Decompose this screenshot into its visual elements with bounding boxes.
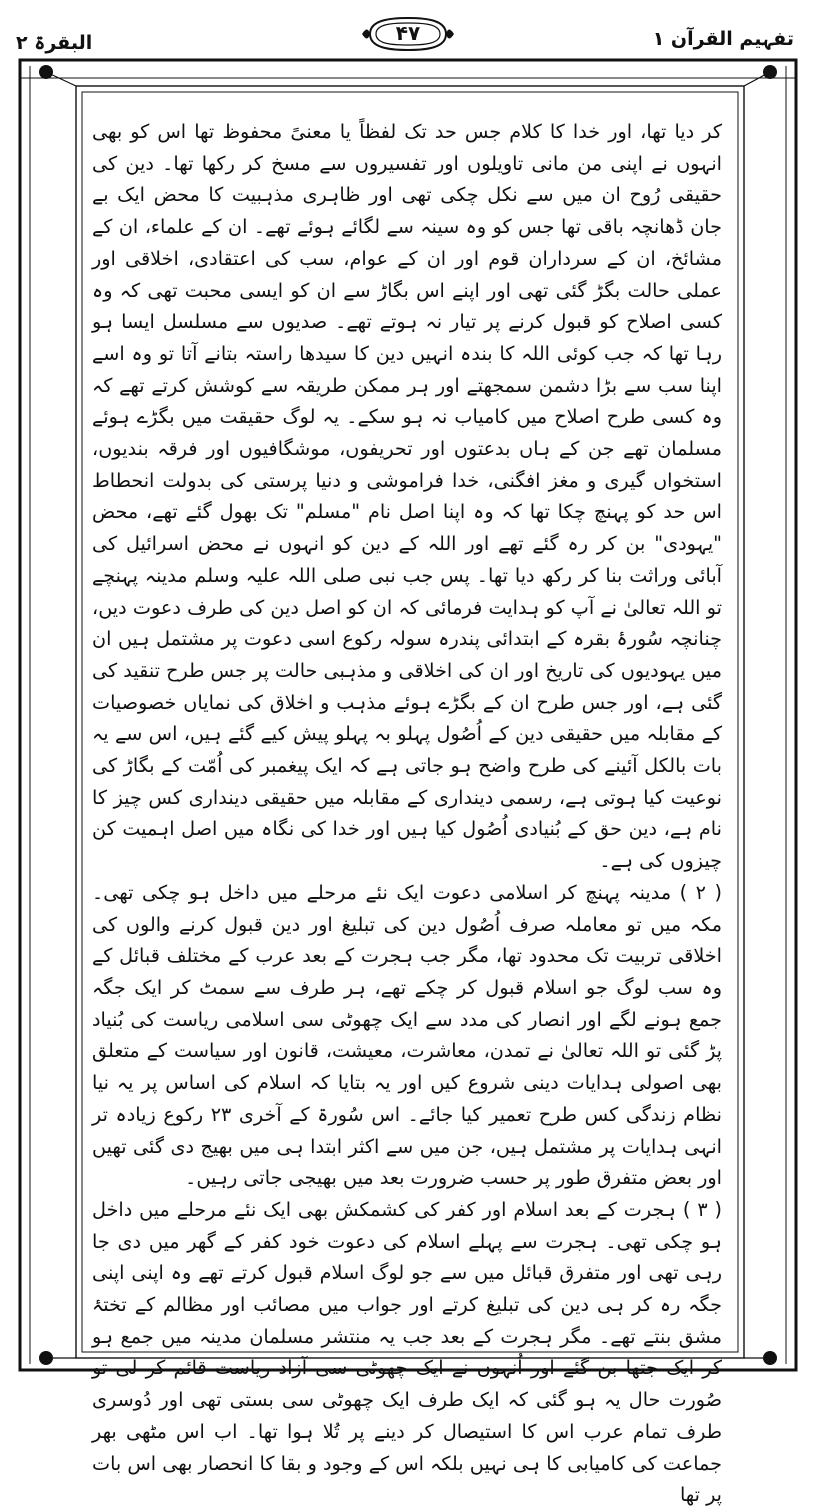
page-header xyxy=(0,14,816,60)
paragraph-point-2: ( ۲ ) مدینہ پہنچ کر اسلامی دعوت ایک نئے مرحلے میں داخل ہو چکی تھی۔ مکہ میں تو معاملہ صرف اُصُول دین کی تبلیغ اور دین قبول کرنے والوں کی اخلاقی تربیت تک محدود تھا، مگر جب ہجرت کے بعد عرب کے مختلف قبائل کے وہ سب لوگ جو اسلام قبول کر چکے تھے، ہر طرف سے سمٹ کر ایک جگہ جمع ہونے لگے اور انصار کی مدد سے ایک چھوٹی سی اسلامی ریاست کی بُنیاد پڑ گئی تو اللہ تعالیٰ نے تمدن، معاشرت، معیشت، قانون اور سیاست کے متعلق بھی اصولی ہدایات دینی شروع کیں اور یہ بتایا کہ اسلام کی اساس پر یہ نیا نظام زندگی کس طرح تعمیر کیا جائے۔ اس سُورۃ کے آخری ۲۳ رکوع زیادہ تر انہی ہدایات پر مشتمل ہیں، جن میں سے اکثر ابتدا ہی میں بھیج دی گئی تھیں اور بعض متفرق طور پر حسب ضرورت بعد میں بھیجی جاتی رہیں۔ xyxy=(92,880,722,1190)
page-number: ۴۷ xyxy=(395,21,421,45)
page-number-cartouche xyxy=(360,14,456,54)
paragraph-intro: کر دیا تھا، اور خدا کا کلام جس حد تک لفظاً یا معنیً محفوظ تھا اس کو بھی انہوں نے اپنی من مانی تاویلوں اور تفسیروں سے مسخ کر رکھا تھا۔ دین کی حقیقی رُوح ان میں سے نکل چکی تھی اور ظاہری مذہبیت کا محض ایک بے جان ڈھانچہ باقی تھا جس کو وہ سینہ سے لگائے ہوئے تھے۔ ان کے علماء، ان کے مشائخ، ان کے سرداران قوم اور ان کے عوام، سب کی اعتقادی، اخلاقی اور عملی حالت بگڑ گئی تھی اور اپنے اس بگاڑ سے ان کو ایسی محبت تھی کہ وہ کسی اصلاح کو قبول کرنے پر تیار نہ ہوتے تھے۔ صدیوں سے مسلسل ایسا ہو رہا تھا کہ جب کوئی اللہ کا بندہ انہیں دین کا سیدھا راستہ بتانے آتا تو وہ اسے اپنا سب سے بڑا دشمن سمجھتے اور ہر ممکن طریقہ سے کوشش کرتے تھے کہ وہ کسی طرح اصلاح میں کامیاب نہ ہو سکے۔ یہ لوگ حقیقت میں بگڑے ہوئے مسلمان تھے جن کے ہاں بدعتوں اور تحریفوں، موشگافیوں اور فرقہ بندیوں، استخواں گیری و مغز افگنی، خدا فراموشی و دنیا پرستی کی بدولت انحطاط اس حد کو پہنچ چکا تھا کہ وہ اپنا اصل نام "مسلم" تک بھول گئے تھے، محض "یہودی" بن کر رہ گئے تھے اور اللہ کے دین کو انہوں نے محض اسرائیل کی آبائی وراثت بنا کر رکھ دیا تھا۔ پس جب نبی صلی اللہ علیہ وسلم مدینہ پہنچے تو اللہ تعالیٰ نے آپ کو ہدایت فرمائی کہ ان کو اصل دین کی طرف دعوت دیں، چنانچہ سُورۂ بقرہ کے ابتدائی پندرہ سولہ رکوع اسی دعوت پر مشتمل ہیں ان میں یہودیوں کی تاریخ اور ان کی اخلاقی و مذہبی حالت پر جس طرح تنقید کی گئی ہے، اور جس طرح ان کے بگڑے ہوئے مذہب و اخلاق کی نمایاں خصوصیات کے مقابلہ میں حقیقی دین کے اُصُول پہلو بہ پہلو پیش کیے گئے ہیں، اس سے یہ بات بالکل آئینے کی طرح واضح ہو جاتی ہے کہ ایک پیغمبر کی اُمّت کے بگاڑ کی نوعیت کیا ہوتی ہے، رسمی دینداری کے مقابلہ میں حقیقی دینداری کس چیز کا نام ہے، دین حق کے بُنیادی اُصُول کیا ہیں اور خدا کی نگاہ میں اصل اہمیت کن چیزوں کی ہے۔ xyxy=(92,120,722,873)
surah-reference: البقرۃ ۲ xyxy=(16,32,93,54)
paragraph-point-3: ( ۳ ) ہجرت کے بعد اسلام اور کفر کی کشمکش بھی ایک نئے مرحلے میں داخل ہو چکی تھی۔ ہجرت سے پہلے اسلام کی دعوت خود کفر کے گھر میں دی جا رہی تھی اور متفرق قبائل میں سے جو لوگ اسلام قبول کرتے تھے وہ اپنی اپنی جگہ رہ کر ہی دین کی تبلیغ کرتے اور جواب میں مصائب اور مظالم کے تختۂ مشق بنتے تھے۔ مگر ہجرت کے بعد جب یہ منتشر مسلمان مدینہ میں جمع ہو کر ایک جتھا بن گئے اور اُنہوں نے ایک چھوٹی سی آزاد ریاست قائم کر لی تو صُورت حال یہ ہو گئی کہ ایک طرف ایک چھوٹی سی بستی تھی اور دُوسری طرف تمام عرب اس کا استیصال کر دینے پر تُلا ہوا تھا۔ اب اس مٹھی بھر جماعت کی کامیابی کا ہی نہیں بلکہ اس کے وجود و بقا کا انحصار بھی اس بات پر تھا xyxy=(92,1197,722,1507)
main-text xyxy=(92,116,722,1507)
book-title: تفہیم القرآن ۱ xyxy=(652,28,794,50)
